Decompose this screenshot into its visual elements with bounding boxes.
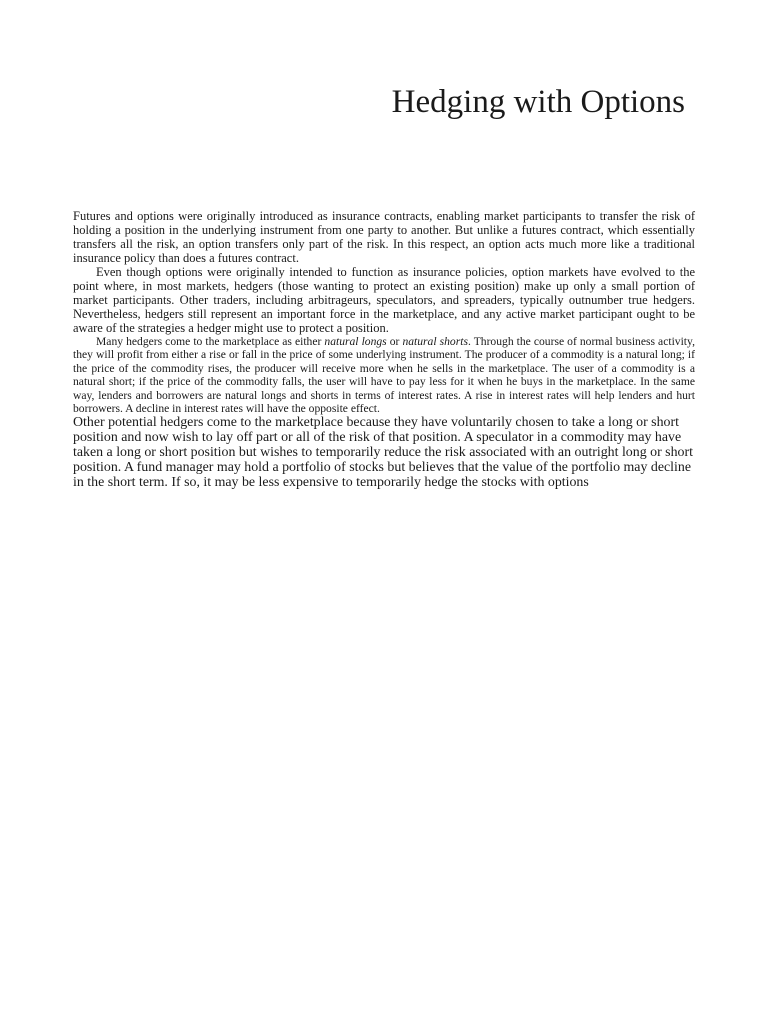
paragraph-hedger-portion: Even though options were originally intended to function as insurance policies, option markets have evolved to the point where, in most markets, hedgers (those wanting to protect an existing position) make up only a small portion of market participants. Other traders, including arbitrageurs, speculators, and spreaders, typically outnumber true hedgers. Nevertheless, hedgers still represent an important force in the marketplace, and any active market participant ought to be aware of the strategies a hedger might use to protect a position. <box>73 265 695 335</box>
natural-hedgers-text-rest: . Through the course of normal business activity, they will profit from either a rise or fall in the price of some underlying instrument. The producer of a commodity is a natural long; if the price of the commodity rises, the producer will receive more when he sells in the marketplace. The user of a commodity is a natural short; if the price of the commodity falls, the user will have to pay less for it when he buys in the marketplace. In the same way, lenders and borrowers are natural longs and shorts in terms of interest rates. A rise in interest rates will help lenders and hurt borrowers. A decline in interest rates will have the opposite effect. <box>73 335 695 416</box>
natural-hedgers-text-start: Many hedgers come to the marketplace as either <box>96 335 325 348</box>
paragraph-intro: Futures and options were originally introduced as insurance contracts, enabling market participants to transfer the risk of holding a position in the underlying instrument from one party to another. But unlike a futures contract, which essentially transfers all the risk, an option transfers only part of the risk. In this respect, an option acts much more like a traditional insurance policy than does a futures contract. <box>73 209 695 265</box>
paragraph-voluntary-hedgers: Other potential hedgers come to the marketplace because they have voluntarily chosen to take a long or short position and now wish to lay off part or all of the risk of that position. A speculator in a commodity may have taken a long or short position but wishes to temporarily reduce the risk associated with an outright long or short position. A fund manager may hold a portfolio of stocks but believes that the value of the portfolio may decline in the short term. If so, it may be less expensive to temporarily hedge the stocks with options <box>73 415 693 491</box>
paragraph-natural-longs-shorts <box>73 335 695 415</box>
term-natural-longs: natural longs <box>324 335 387 348</box>
chapter-title: Hedging with Options <box>391 84 685 120</box>
body-text <box>73 209 695 490</box>
natural-hedgers-text-or: or <box>386 335 403 348</box>
term-natural-shorts: natural shorts <box>402 335 468 348</box>
